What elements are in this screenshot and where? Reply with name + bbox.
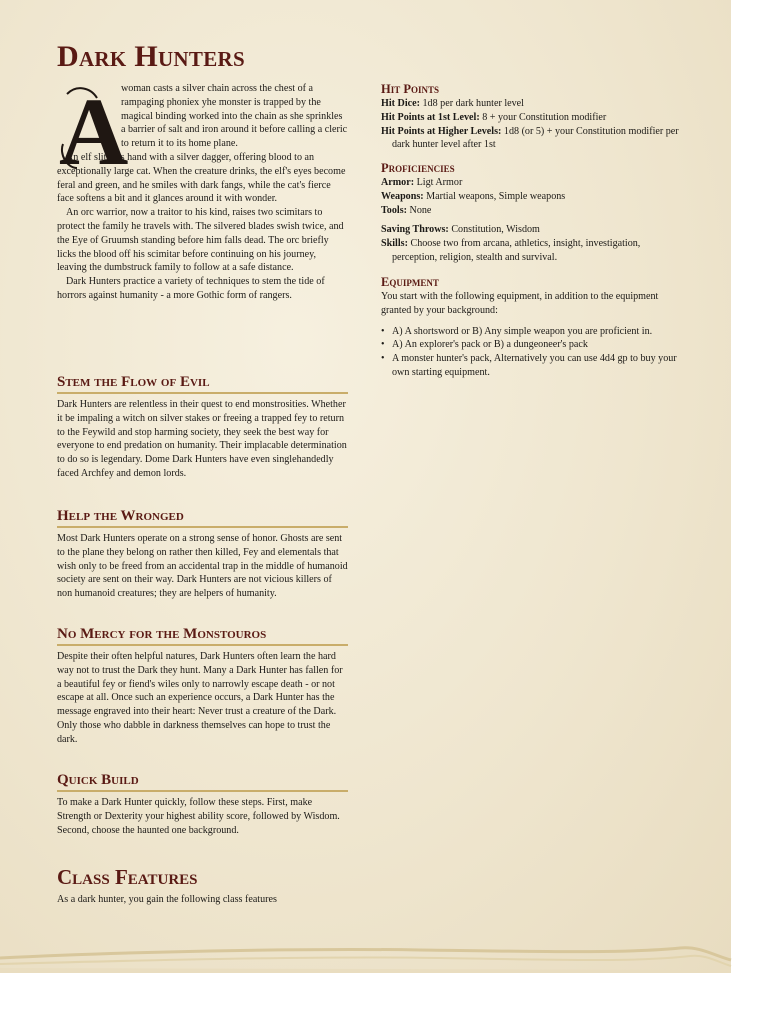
intro-paragraph-3: An orc warrior, now a traitor to his kind, raises two scimitars to protect the family he travels with. The silvered blades swish twice, and the Eye of Gruumsh standing before him falls dead. The orc briefly licks the blood off his scimitar before continuing on his journey, leaving the dumbstruck family to follow at a safe distance. [57,207,344,274]
equipment-item: • A monster hunter's pack, Alternatively you can use 4d4 gp to buy your own starting equipment. [381,352,681,380]
equipment-block [381,275,681,380]
proficiencies-block [381,161,681,265]
section-text: Despite their often helpful natures, Dark Hunters often learn the hard way not to trust the Dark they hunt. Many a Dark Hunter has fallen for a beautiful fey or fiend's wiles only to narrowly escape death - or not escape at all. Once such an experience occurs, a Dark Hunter has the message engraved into their heart: Never trust a creature of the Dark. Only those who dabble in darkness themselves can hope to trust the dark. [57,651,343,745]
section-help-the-wronged [57,508,348,601]
section-no-mercy [57,626,348,747]
section-text: To make a Dark Hunter quickly, follow these steps. First, make Strength or Dexterity your highest ability score, followed by Wisdom. Second, choose the haunted one background. [57,797,340,836]
section-text: Most Dark Hunters operate on a strong sense of honor. Ghosts are sent to the plane they belong on rather then killed, Fey and elementals that wish only to be freed from an accidental trap in the middle of humanoid society are sent on their way. Dark Hunters are not vicious killers of non humanoid creatures; they are helpers of humanity. [57,533,348,600]
hit-dice-line: Hit Dice: 1d8 per dark hunter level [381,98,524,109]
saving-throws-line: Saving Throws: Constitution, Wisdom [381,224,540,236]
section-quick-build [57,772,348,837]
section-heading: No Mercy for the Monstouros [57,626,348,646]
equipment-list [381,325,681,380]
section-text: Dark Hunters are relentless in their quest to end monstrosities. Whether it be impaling a witch on silver stakes or freeing a trapped fey to return to the Feywild and stop harming society, they seek the best way for everyone to end predation on humanity. Their implacable determination to do so is legendary. Dome Dark Hunters have even singlehandedly faced Archfey and demon lords. [57,399,347,479]
section-stem-flow-of-evil [57,374,348,481]
intro-paragraph-1: woman casts a silver chain across the chest of a rampaging phoniex yhe monster is trapped by the magical binding worked into the chain as she sprinkles a barrier of salt and iron around it before calling a cleric to return it to its home plane. [121,83,348,150]
skills-line: Skills: Choose two from arcana, athletics, insight, investigation, perception, religion, stealth and survival. [381,238,641,263]
section-text: As a dark hunter, you gain the following class features [57,894,277,905]
section-heading: Quick Build [57,772,348,792]
section-heading: Class Features [57,865,198,889]
intro-paragraph-4: Dark Hunters practice a variety of techniques to stem the tide of horrors against humanity - a more Gothic form of rangers. [57,276,325,301]
intro-paragraph-2: An elf slits his hand with a silver dagger, offering blood to an exceptionally large cat. When the creature drinks, the elf's eyes become feral and green, and he smiles with dark fangs, while the cat's fierce face softens a bit and it glances around it with wonder. [57,151,346,205]
hit-points-block [381,82,681,152]
hp-first-level-line: Hit Points at 1st Level: 8 + your Constitution modifier [381,111,607,123]
equipment-heading: Equipment [381,275,439,289]
page-title: Dark Hunters [57,40,245,73]
tools-line: Tools: None [381,204,432,216]
hp-higher-levels-line: Hit Points at Higher Levels: 1d8 (or 5) + your Constitution modifier per dark hunter level after 1st [381,125,679,151]
equipment-item: • A) An explorer's pack or B) a dungeoneer's pack [381,338,681,352]
section-class-features [57,865,348,907]
equipment-item: • A) A shortsword or B) Any simple weapon you are proficient in. [381,325,681,339]
armor-line: Armor: Ligt Armor [381,177,463,188]
intro-block [57,78,348,303]
hit-points-heading: Hit Points [381,82,439,96]
footer-ornament [0,938,731,973]
proficiencies-heading: Proficiencies [381,161,455,175]
section-heading: Help the Wronged [57,508,348,528]
dropcap-letter-a [57,78,129,185]
svg-text:A: A [59,78,129,185]
equipment-intro: You start with the following equipment, in addition to the equipment granted by your background: [381,291,659,316]
weapons-line: Weapons: Martial weapons, Simple weapons [381,190,566,202]
section-heading: Stem the Flow of Evil [57,374,348,394]
